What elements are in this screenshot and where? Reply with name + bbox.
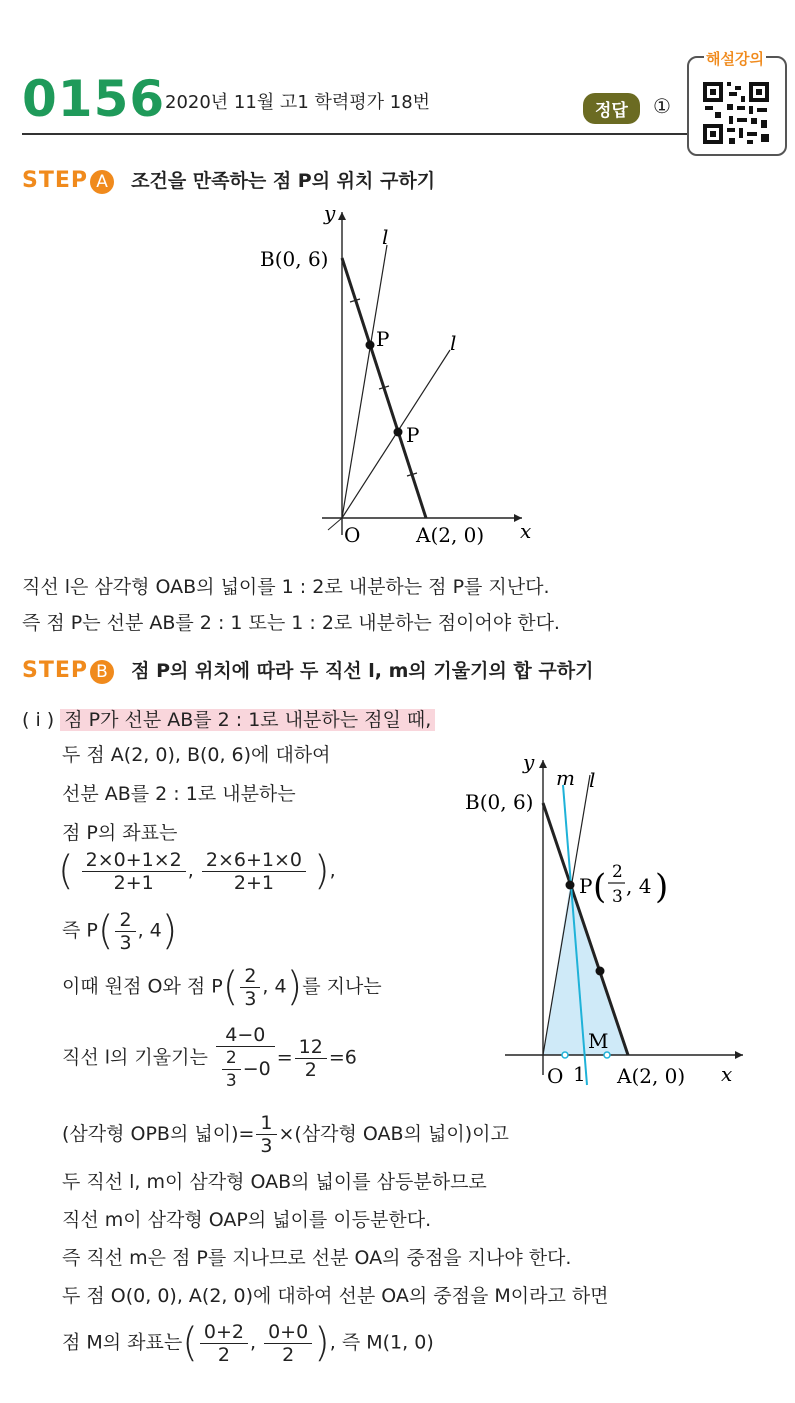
case-label: ( i ) bbox=[22, 709, 55, 731]
case-heading bbox=[22, 705, 435, 732]
step-a-text-1: 직선 l은 삼각형 OAB의 넓이를 1 : 2로 내분하는 점 P를 지난다. bbox=[22, 576, 550, 598]
line-l-steep bbox=[342, 245, 390, 518]
point-p-lower-label: P bbox=[406, 423, 420, 447]
slope-fraction: 4−0 $\frac{2}{3}$ −0 bbox=[216, 1024, 275, 1092]
step-b-badge: STEP bbox=[22, 658, 89, 683]
slope-formula: 직선 l의 기울기는 4−0 $\frac{2}{3}$ −0 = $\frac{12}{2}$ =6 bbox=[62, 1024, 357, 1091]
point-b-label: B(0, 6) bbox=[465, 790, 534, 814]
problem-source: 2020년 11월 고1 학력평가 18번 bbox=[165, 92, 431, 113]
text-t1: 두 점 A(2, 0), B(0, 6)에 대하여 bbox=[62, 744, 331, 766]
graph-b bbox=[455, 745, 785, 1095]
graph-a bbox=[250, 200, 550, 550]
line-l-label: l bbox=[589, 768, 596, 792]
step-b-title: 점 P의 위치에 따라 두 직선 l, m의 기울기의 합 구하기 bbox=[131, 660, 594, 682]
point-m-label: M bbox=[588, 1029, 609, 1053]
tick-o-m-1 bbox=[562, 1052, 568, 1058]
qr-code-icon bbox=[689, 58, 785, 154]
text-t7: (삼각형 OPB의 넓이)= $\frac{1}{3}$ ×(삼각형 OAB의 넓이)이고 bbox=[62, 1112, 509, 1157]
paren-close: ) bbox=[314, 848, 330, 894]
y-axis-arrow bbox=[338, 212, 346, 220]
point-p-upper-label: P bbox=[376, 327, 390, 351]
step-b-letter: B bbox=[90, 660, 114, 684]
step-a-header bbox=[22, 166, 435, 194]
answer-badge: 정답 bbox=[583, 93, 640, 124]
text-t10: 즉 직선 m은 점 P를 지나므로 선분 OA의 중점을 지나야 한다. bbox=[62, 1247, 572, 1269]
y-axis-arrow bbox=[539, 760, 547, 768]
point-ab-divider bbox=[596, 967, 605, 976]
point-p-y: , 4 bbox=[626, 874, 652, 898]
line-l-label-2: l bbox=[450, 331, 457, 355]
triangle-oap-fill bbox=[543, 885, 628, 1055]
y-axis-label: y bbox=[523, 750, 535, 774]
midpoint-formula: 점 M의 좌표는( $\frac{0+2}{2}$ , $\frac{0+0}{2}$ ), 즉 M(1, 0) bbox=[62, 1320, 434, 1366]
point-b-label: B(0, 6) bbox=[260, 247, 329, 271]
step-b-header bbox=[22, 656, 593, 684]
coord-formula: ( $\frac{2\times 0+1\times 2}{2+1}$ , $\frac{2\times 6+1\times 0}{2+1}$ ), bbox=[58, 848, 336, 894]
x-axis-label: x bbox=[520, 519, 532, 543]
x-axis-label: x bbox=[721, 1062, 733, 1086]
x-axis-arrow bbox=[735, 1051, 743, 1059]
paren-open: ( bbox=[58, 848, 74, 894]
answer-value: ① bbox=[653, 94, 671, 118]
line-l-label-1: l bbox=[382, 225, 389, 249]
step-a-title: 조건을 만족하는 점 P의 위치 구하기 bbox=[131, 170, 436, 192]
coord-result: 즉 P( $\frac{2}{3}$ , 4) bbox=[62, 908, 178, 954]
text-t8: 두 직선 l, m이 삼각형 OAB의 넓이를 삼등분하므로 bbox=[62, 1171, 487, 1193]
step-a-letter: A bbox=[90, 170, 114, 194]
point-p-upper bbox=[366, 341, 375, 350]
point-p-lower bbox=[394, 428, 403, 437]
point-a-label: A(2, 0) bbox=[416, 523, 485, 547]
qr-code[interactable] bbox=[687, 56, 787, 156]
text-t5: 이때 원점 O와 점 P( $\frac{2}{3}$ , 4)를 지나는 bbox=[62, 964, 382, 1010]
origin-label: O bbox=[344, 523, 361, 547]
header-divider bbox=[22, 133, 690, 135]
fraction-x: $\frac{2\times 0+1\times 2}{2+1}$ bbox=[82, 849, 186, 894]
step-a-text-2: 즉 점 P는 선분 AB를 2 : 1 또는 1 : 2로 내분하는 점이어야 한다. bbox=[22, 612, 560, 634]
problem-number: 0156 bbox=[22, 70, 166, 128]
fraction-y: $\frac{2\times 6+1\times 0}{2+1}$ bbox=[202, 849, 306, 894]
point-a-label: A(2, 0) bbox=[617, 1064, 686, 1088]
point-p-paren-close: ) bbox=[655, 867, 669, 907]
y-axis-label: y bbox=[324, 201, 336, 225]
point-p-num: 2 bbox=[612, 862, 623, 882]
tick-1-label: 1 bbox=[573, 1062, 586, 1086]
point-p-paren-open: ( bbox=[593, 867, 607, 907]
text-t9: 직선 m이 삼각형 OAP의 넓이를 이등분한다. bbox=[62, 1209, 432, 1231]
text-t2: 선분 AB를 2 : 1로 내분하는 bbox=[62, 783, 296, 805]
qr-label: 해설강의 bbox=[706, 50, 764, 68]
text-t11: 두 점 O(0, 0), A(2, 0)에 대하여 선분 OA의 중점을 M이라고 하면 bbox=[62, 1285, 609, 1307]
line-m-label: m bbox=[556, 766, 575, 790]
case-title: 점 P가 선분 AB를 2 : 1로 내분하는 점일 때, bbox=[60, 709, 435, 731]
point-p-label: P bbox=[579, 874, 593, 898]
point-p bbox=[566, 881, 575, 890]
line-tail bbox=[328, 518, 342, 530]
point-p-den: 3 bbox=[612, 887, 623, 907]
step-a-badge: STEP bbox=[22, 168, 89, 193]
text-t3: 점 P의 좌표는 bbox=[62, 822, 178, 844]
origin-label: O bbox=[547, 1064, 564, 1088]
